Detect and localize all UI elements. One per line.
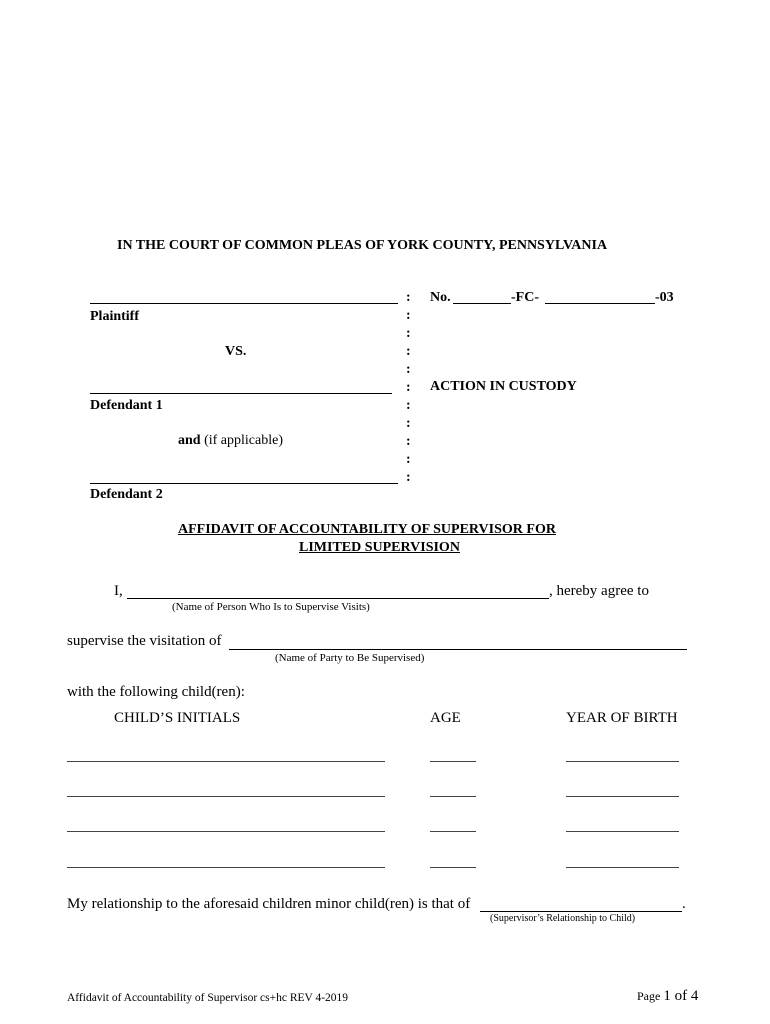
child-year-field[interactable] (566, 831, 679, 832)
child-initials-field[interactable] (67, 831, 385, 832)
relationship-period: . (682, 896, 686, 912)
agree-text: , hereby agree to (549, 583, 649, 599)
case-no-field-2[interactable] (545, 303, 655, 304)
page-of: of (670, 988, 691, 1004)
child-year-field[interactable] (566, 867, 679, 868)
supervise-text: supervise the visitation of (67, 633, 222, 649)
party-caption: (Name of Party to Be Supervised) (275, 652, 425, 664)
child-initials-field[interactable] (67, 796, 385, 797)
court-header: IN THE COURT OF COMMON PLEAS OF YORK COUNTY, PENNSYLVANIA (117, 238, 608, 253)
child-initials-field[interactable] (67, 761, 385, 762)
vs-label: VS. (225, 344, 247, 359)
case-no-prefix: No. (430, 290, 451, 305)
caption-colon: : (406, 470, 411, 485)
caption-colon: : (406, 380, 411, 395)
child-age-field[interactable] (430, 796, 476, 797)
and-rest: (if applicable) (200, 433, 283, 448)
action-label: ACTION IN CUSTODY (430, 379, 577, 394)
footer-form-id: Affidavit of Accountability of Supervisor cs+hc REV 4-2019 (67, 992, 349, 1004)
and-bold: and (178, 433, 201, 448)
and-if-applicable (178, 433, 283, 449)
page-prefix: Page (637, 989, 664, 1003)
plaintiff-label: Plaintiff (90, 309, 139, 324)
defendant2-label: Defendant 2 (90, 487, 163, 502)
caption-colon: : (406, 326, 411, 341)
affidavit-title-line1: AFFIDAVIT OF ACCOUNTABILITY OF SUPERVISOR FOR (178, 522, 556, 537)
child-year-field[interactable] (566, 796, 679, 797)
supervisor-caption: (Name of Person Who Is to Supervise Visits) (172, 601, 370, 613)
child-age-field[interactable] (430, 831, 476, 832)
relationship-caption: (Supervisor’s Relationship to Child) (490, 913, 636, 924)
case-no-mid: -FC- (511, 290, 539, 305)
relationship-text: My relationship to the aforesaid children minor child(ren) is that of (67, 896, 471, 912)
affidavit-title-line2: LIMITED SUPERVISION (299, 540, 460, 555)
defendant1-name-field[interactable] (90, 393, 392, 394)
caption-colon: : (406, 452, 411, 467)
child-age-field[interactable] (430, 761, 476, 762)
defendant1-label: Defendant 1 (90, 398, 163, 413)
supervisor-name-field[interactable] (127, 598, 549, 599)
col-header-year: YEAR OF BIRTH (566, 710, 678, 726)
party-name-field[interactable] (229, 649, 687, 650)
child-year-field[interactable] (566, 761, 679, 762)
col-header-age: AGE (430, 710, 461, 726)
plaintiff-name-field[interactable] (90, 303, 398, 304)
case-no-field-1[interactable] (453, 303, 511, 304)
caption-colon: : (406, 308, 411, 323)
child-initials-field[interactable] (67, 867, 385, 868)
case-no-suffix: -03 (655, 290, 674, 305)
caption-colon: : (406, 290, 411, 305)
page-num: 1 (663, 988, 671, 1004)
defendant2-name-field[interactable] (90, 483, 398, 484)
children-text: with the following child(ren): (67, 684, 245, 700)
caption-colon: : (406, 362, 411, 377)
caption-colon: : (406, 416, 411, 431)
footer-page-number (637, 988, 698, 1005)
caption-colon: : (406, 434, 411, 449)
col-header-initials: CHILD’S INITIALS (114, 710, 241, 726)
relationship-field[interactable] (480, 911, 682, 912)
child-age-field[interactable] (430, 867, 476, 868)
page-total: 4 (690, 988, 699, 1004)
i-label: I, (114, 583, 123, 599)
caption-colon: : (406, 398, 411, 413)
caption-colon: : (406, 344, 411, 359)
